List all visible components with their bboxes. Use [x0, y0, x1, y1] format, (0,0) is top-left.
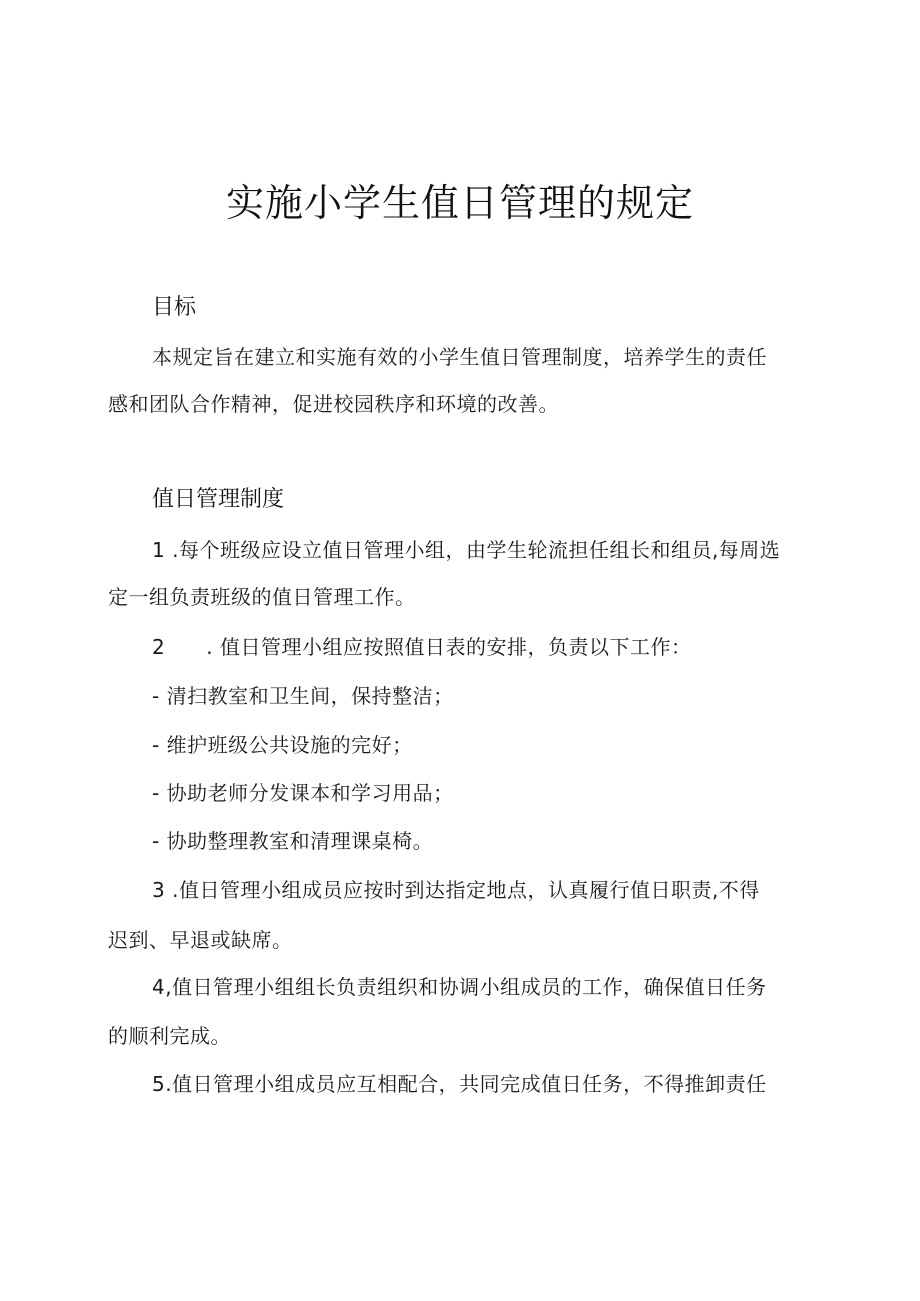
goal-paragraph-line-1: 本规定旨在建立和实施有效的小学生值日管理制度，培养学生的责任: [152, 345, 767, 369]
item-4-line-1: 4,值日管理小组组长负责组织和协调小组成员的工作，确保值日任务: [152, 975, 767, 999]
duty-item-3: - 协助老师分发课本和学习用品；: [152, 781, 454, 805]
document-title: 实施小学生值日管理的规定: [225, 181, 694, 225]
duty-item-2: - 维护班级公共设施的完好；: [152, 733, 413, 757]
goal-paragraph-line-2: 感和团队合作精神，促进校园秩序和环境的改善。: [108, 392, 559, 416]
section-heading-system: 值日管理制度: [152, 487, 285, 512]
duty-item-4: - 协助整理教室和清理课桌椅。: [152, 829, 434, 853]
item-2: 2 . 值日管理小组应按照值日表的安排，负责以下工作：: [152, 635, 692, 659]
section-heading-goal: 目标: [152, 295, 197, 320]
item-1-line-1: 1 .每个班级应设立值日管理小组，由学生轮流担任组长和组员,每周选: [152, 538, 781, 562]
item-1-line-2: 定一组负责班级的值日管理工作。: [108, 585, 416, 609]
item-4-line-2: 的顺利完成。: [108, 1024, 231, 1048]
item-5: 5.值日管理小组成员应互相配合，共同完成值日任务，不得推卸责任: [152, 1072, 767, 1096]
item-3-line-2: 迟到、早退或缺席。: [108, 928, 293, 952]
duty-item-1: - 清扫教室和卫生间，保持整洁；: [152, 684, 454, 708]
item-3-line-1: 3 .值日管理小组成员应按时到达指定地点，认真履行值日职责,不得: [152, 878, 760, 902]
